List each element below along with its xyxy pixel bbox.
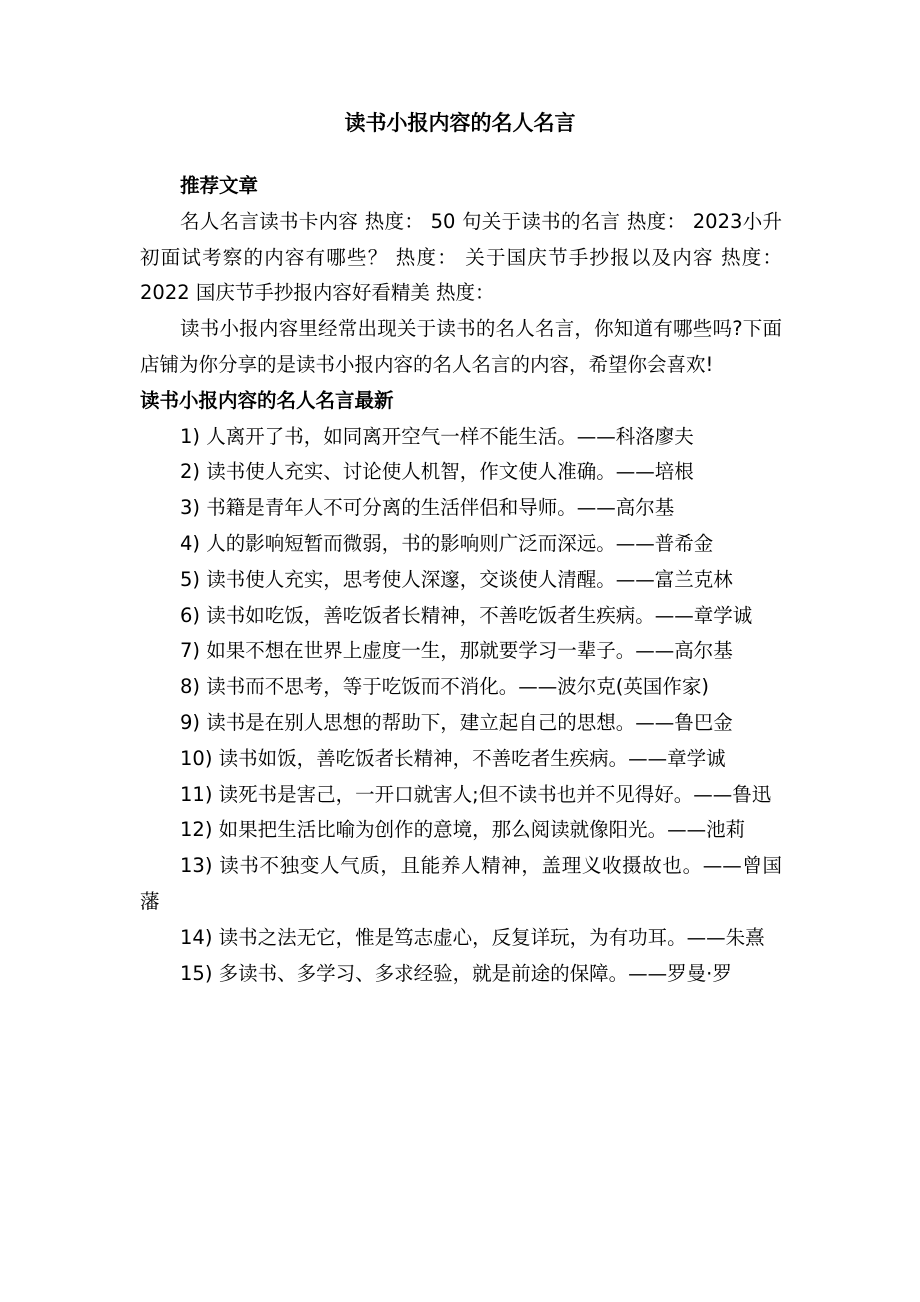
section-heading: 读书小报内容的名人名言最新 xyxy=(140,388,394,412)
quote-item: 4) 人的影响短暂而微弱，书的影响则广泛而深远。——普希金 xyxy=(180,531,714,555)
document-body xyxy=(140,168,782,991)
quote-item: 15) 多读书、多学习、多求经验，就是前途的保障。——罗曼·罗 xyxy=(180,961,732,985)
quote-item: 5) 读书使人充实，思考使人深邃，交谈使人清醒。——富兰克林 xyxy=(180,567,733,591)
quote-item: 12) 如果把生活比喻为创作的意境，那么阅读就像阳光。——池莉 xyxy=(180,818,746,842)
quote-item: 3) 书籍是青年人不可分离的生活伴侣和导师。——高尔基 xyxy=(180,496,675,520)
intro-paragraph: 读书小报内容里经常出现关于读书的名人名言，你知道有哪些吗?下面店铺为你分享的是读书小报内容的名人名言的内容，希望你会喜欢! xyxy=(140,317,782,376)
quote-item: 14) 读书之法无它，惟是笃志虚心，反复详玩，为有功耳。——朱熹 xyxy=(180,925,765,949)
quote-item: 8) 读书而不思考，等于吃饭而不消化。——波尔克(英国作家) xyxy=(180,675,709,699)
quote-item: 7) 如果不想在世界上虚度一生，那就要学习一辈子。——高尔基 xyxy=(180,639,733,663)
quote-item: 13) 读书不独变人气质，且能养人精神，盖理义收摄故也。——曾国藩 xyxy=(140,854,782,913)
recommended-articles: 名人名言读书卡内容 热度： 50 句关于读书的名言 热度： 2023小升初面试考察的内容有哪些？ 热度： 关于国庆节手抄报以及内容 热度： 2022 国庆节手抄报内容好看精美 热度： xyxy=(140,209,782,305)
quote-item: 1) 人离开了书，如同离开空气一样不能生活。——科洛廖夫 xyxy=(180,424,694,448)
quote-item: 11) 读死书是害己，一开口就害人;但不读书也并不见得好。——鲁迅 xyxy=(180,782,772,806)
document-title: 读书小报内容的名人名言 xyxy=(344,111,576,135)
quote-item: 9) 读书是在别人思想的帮助下，建立起自己的思想。——鲁巴金 xyxy=(180,710,733,734)
quote-item: 2) 读书使人充实、讨论使人机智，作文使人准确。——培根 xyxy=(180,460,694,484)
recommended-heading: 推荐文章 xyxy=(180,174,259,197)
quote-item: 6) 读书如吃饭，善吃饭者长精神，不善吃饭者生疾病。——章学诚 xyxy=(180,603,753,627)
quote-item: 10) 读书如饭，善吃饭者长精神，不善吃者生疾病。——章学诚 xyxy=(180,746,726,770)
